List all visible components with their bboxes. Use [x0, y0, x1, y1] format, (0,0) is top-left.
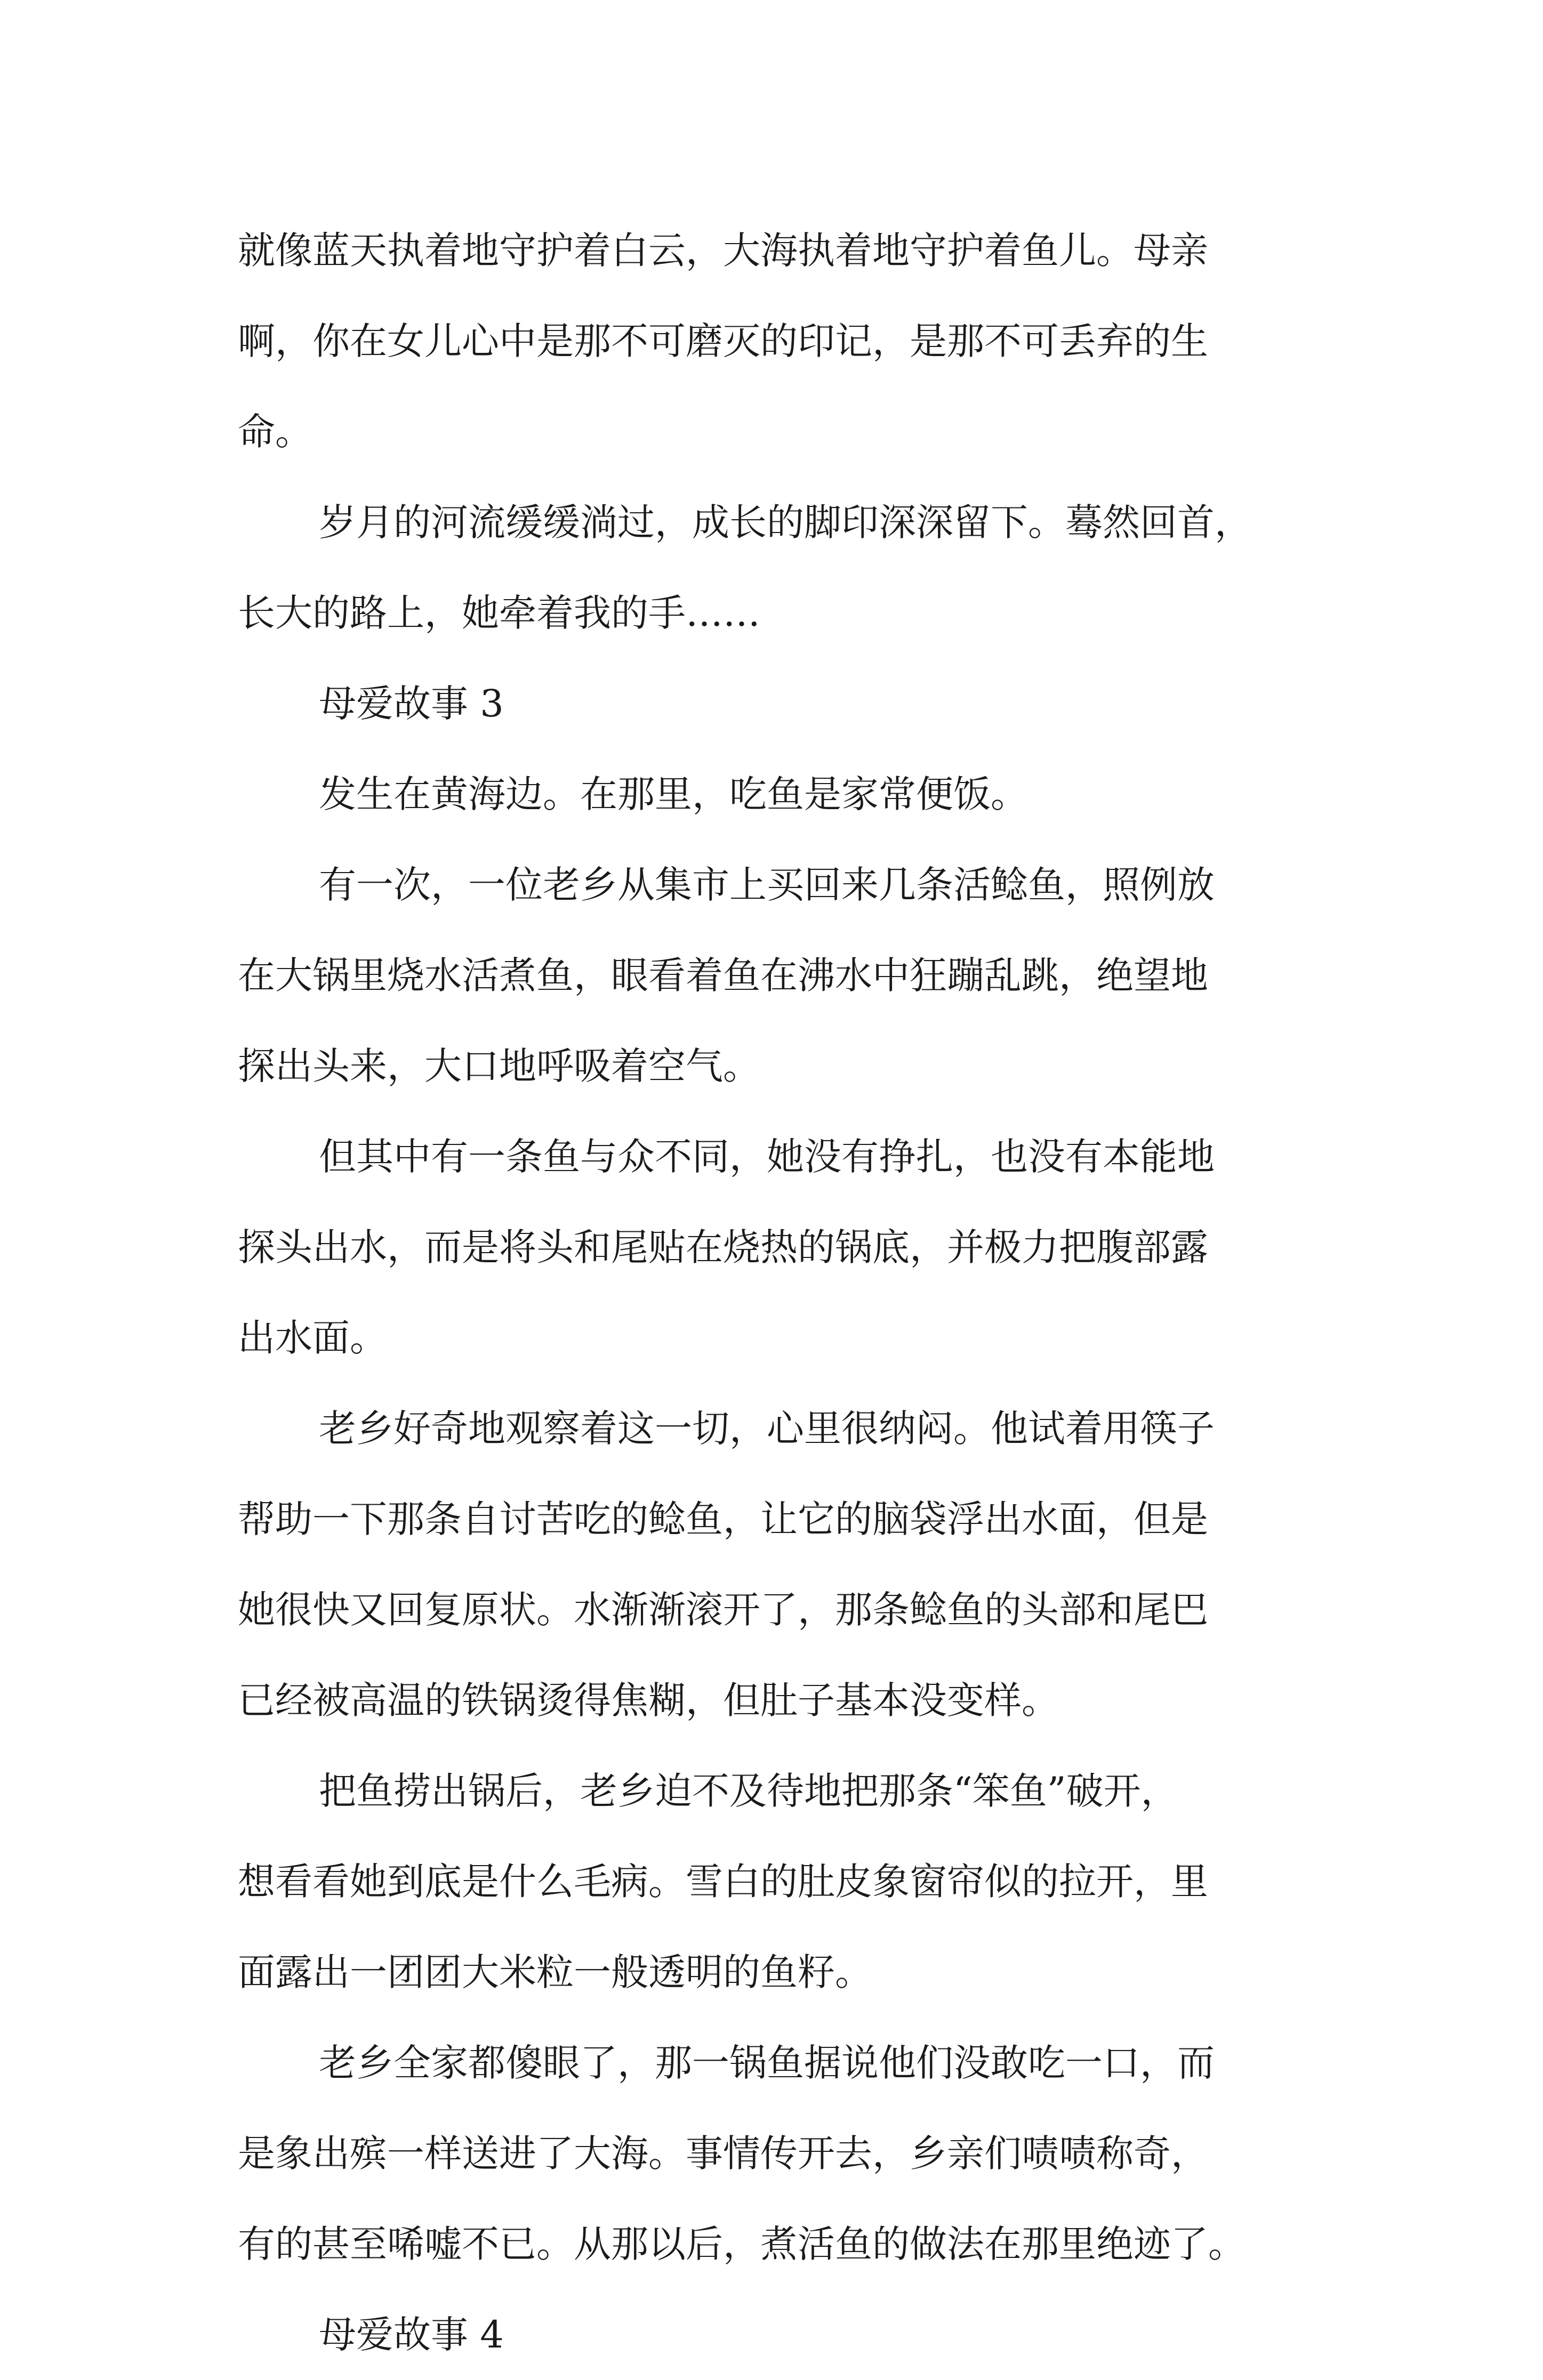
text-line: 面露出一团团大米粒一般透明的鱼籽。: [238, 1950, 872, 1994]
text-line: 命。: [238, 410, 312, 454]
text-line: 啊，你在女儿心中是那不可磨灭的印记，是那不可丢弃的生: [238, 319, 1208, 363]
text-line: 有一次，一位老乡从集市上买回来几条活鲶鱼，照例放: [319, 863, 1215, 907]
text-line: 就像蓝天执着地守护着白云，大海执着地守护着鱼儿。母亲: [238, 229, 1208, 272]
text-line: 发生在黄海边。在那里，吃鱼是家常便饭。: [319, 772, 1028, 816]
text-line: 是象出殡一样送进了大海。事情传开去，乡亲们啧啧称奇，: [238, 2132, 1208, 2175]
text-line: 老乡全家都傻眼了，那一锅鱼据说他们没敢吃一口，而: [319, 2041, 1215, 2085]
text-line: 想看看她到底是什么毛病。雪白的肚皮象窗帘似的拉开，里: [238, 1860, 1208, 1903]
text-line: 探出头来，大口地呼吸着空气。: [238, 1044, 760, 1088]
text-line: 老乡好奇地观察着这一切，心里很纳闷。他试着用筷子: [319, 1407, 1215, 1450]
text-line: 岁月的河流缓缓淌过，成长的脚印深深留下。蓦然回首，: [319, 501, 1252, 544]
text-line: 长大的路上，她牵着我的手……: [238, 591, 760, 635]
text-line: 帮助一下那条自讨苦吃的鲶鱼，让它的脑袋浮出水面，但是: [238, 1497, 1208, 1541]
text-line: 在大锅里烧水活煮鱼，眼看着鱼在沸水中狂蹦乱跳，绝望地: [238, 954, 1208, 997]
text-line: 有的甚至唏嘘不已。从那以后，煮活鱼的做法在那里绝迹了。: [238, 2222, 1245, 2266]
text-line: 她很快又回复原状。水渐渐滚开了，那条鲶鱼的头部和尾巴: [238, 1588, 1208, 1632]
body-text: [238, 205, 1309, 2380]
text-line: 但其中有一条鱼与众不同，她没有挣扎，也没有本能地: [319, 1135, 1215, 1179]
text-line: 母爱故事 3: [319, 682, 504, 725]
text-line: 出水面。: [238, 1316, 387, 1360]
text-line: 已经被高温的铁锅烫得焦糊，但肚子基本没变样。: [238, 1679, 1059, 1722]
text-line: 探头出水，而是将头和尾贴在烧热的锅底，并极力把腹部露: [238, 1225, 1208, 1269]
text-line: 把鱼捞出锅后，老乡迫不及待地把那条“笨鱼”破开，: [319, 1769, 1178, 1813]
text-line: 母爱故事 4: [319, 2313, 504, 2357]
